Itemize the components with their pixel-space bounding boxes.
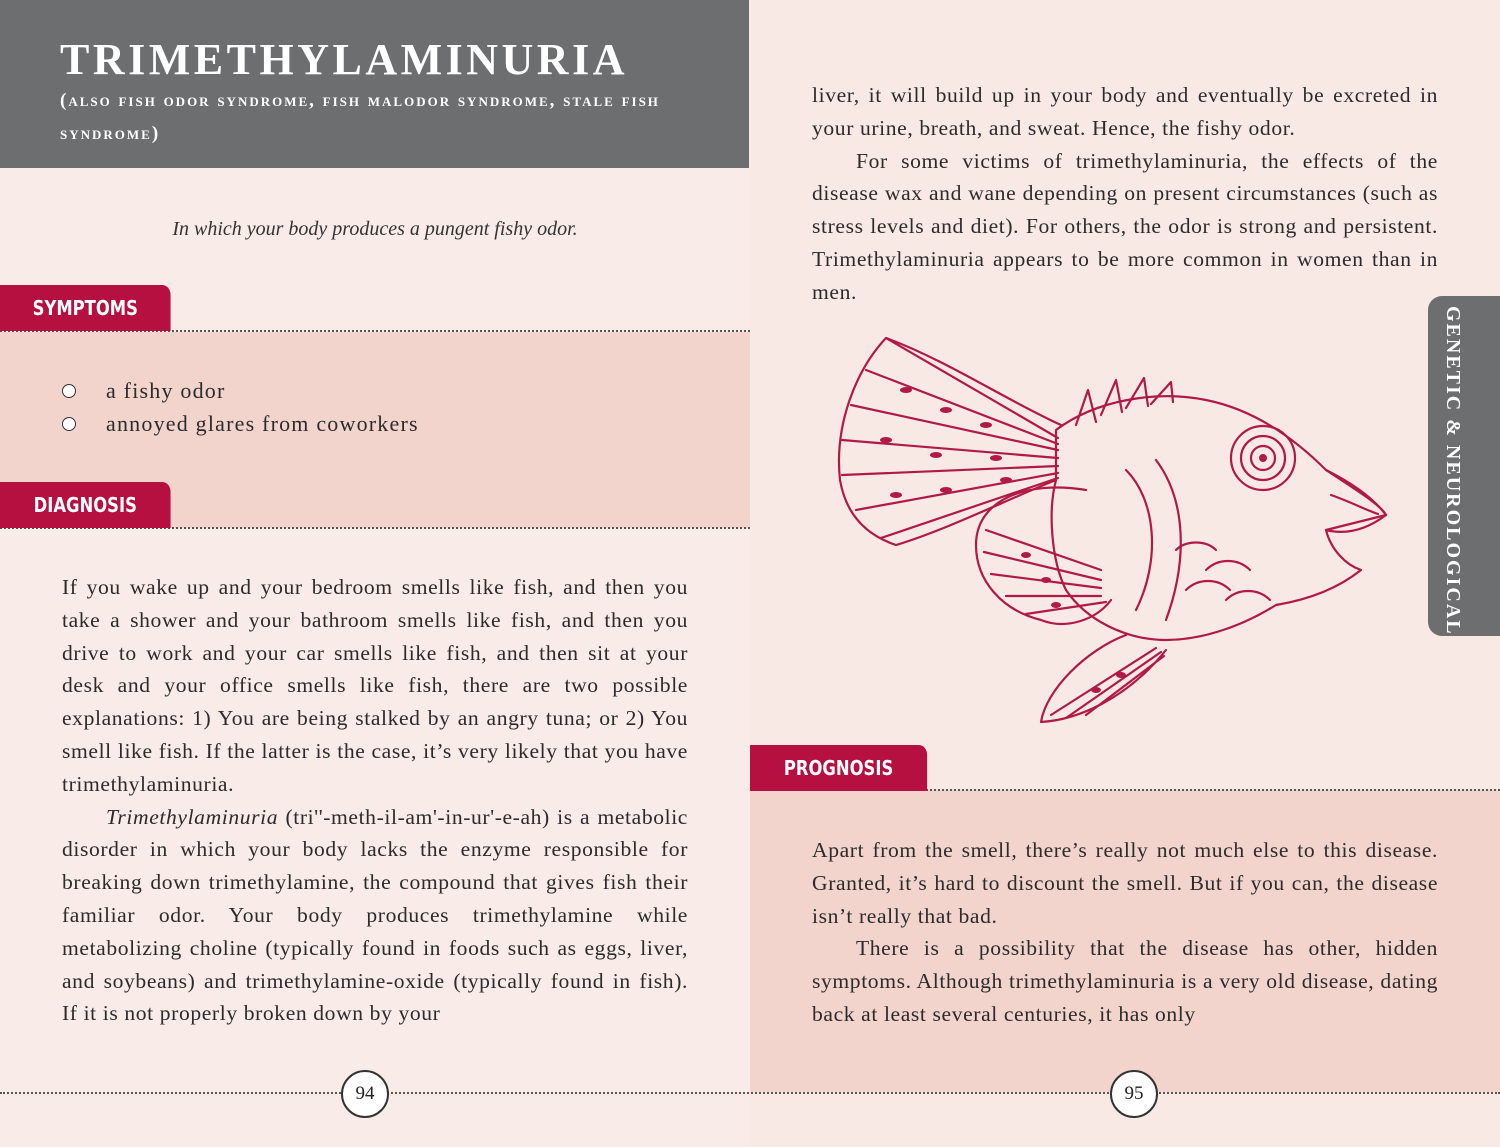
prognosis-text [812,834,1438,1031]
footer-rule [0,1092,1500,1094]
diagnosis-paragraph-2-rest: (tri''-meth-il-am'-in-ur'-e-ah) is a metabolic disorder in which your body lacks the enzyme responsible for breaking down trimethylamine, the compound that gives fish their familiar odor. Your body produces trimethylamine while metabolizing choline (typically found in foods such as eggs, liver, and soybeans) and trimethylamine-oxide (typically found in fish). If it is not properly broken down by your [62,804,688,1026]
prognosis-heading: PROGNOSIS [750,745,927,791]
diagnosis-paragraph-1: If you wake up and your bedroom smells like fish, and then you take a shower and your bathroom smells like fish, and then you drive to work and your car smells like fish, and then sit at your desk and your office smells like fish, there are two possible explanations: 1) You are being stalked by an angry tuna; or 2) You smell like fish. If the latter is the case, it’s very likely that you have trimethylaminuria. [62,575,688,796]
prognosis-paragraph-1: Apart from the smell, there’s really not much else to this disease. Granted, it’s hard to discount the smell. But if you can, the disease isn’t really that bad. [812,838,1438,928]
title-block [0,0,749,168]
page-number-right: 95 [1110,1070,1158,1118]
symptoms-heading: SYMPTOMS [0,285,171,331]
tagline: In which your body produces a pungent fishy odor. [172,218,578,240]
page-title: TRIMETHYLAMINURIA [60,35,628,84]
diagnosis-text [62,571,688,1030]
alternate-names: (also fish odor syndrome, fish malodor syndrome, stale fish syndrome) [60,90,660,144]
list-item: a fishy odor [60,374,419,407]
fish-illustration [826,330,1396,730]
continued-paragraph-2: For some victims of trimethylaminuria, the effects of the disease wax and wane depending on present circumstances (such as stress levels and diet). For others, the odor is strong and persistent. Trimethylaminuria appears to be more common in women than in men. [812,148,1438,304]
chapter-side-tab-label: GENETIC & NEUROLOGICAL [1442,306,1464,636]
symptoms-list [60,374,419,440]
term-italic: Trimethylaminuria [106,804,279,829]
list-item: annoyed glares from coworkers [60,407,419,440]
page-number-left: 94 [341,1070,389,1118]
continued-text [812,79,1438,309]
continued-paragraph-1: liver, it will build up in your body and eventually be excreted in your urine, breath, and sweat. Hence, the fishy odor. [812,83,1438,140]
diagnosis-heading: DIAGNOSIS [0,482,171,528]
prognosis-paragraph-2: There is a possibility that the disease has other, hidden symptoms. Although trimethylaminuria is a very old disease, dating back at least several centuries, it has only [812,936,1438,1026]
diagnosis-paragraph-2 [62,801,688,1031]
